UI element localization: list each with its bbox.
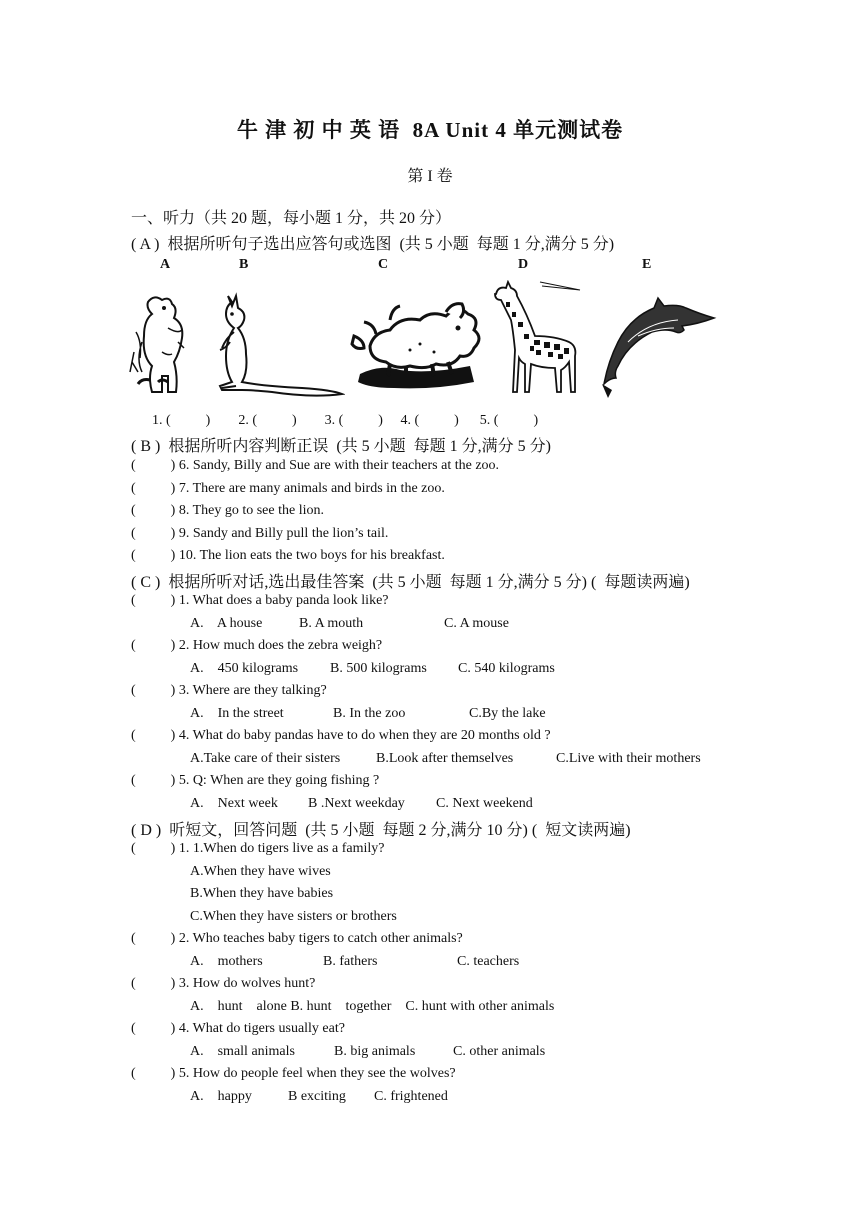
kangaroo-picture xyxy=(200,292,345,400)
true-false-item: ( ) 10. The lion eats the two boys for his breakfast. xyxy=(131,548,445,563)
option: B. A mouth xyxy=(299,616,364,631)
option: C. 540 kilograms xyxy=(458,661,555,676)
option: C.When they have sisters or brothers xyxy=(190,909,397,924)
true-false-item: ( ) 8. They go to see the lion. xyxy=(131,503,324,518)
question: ( ) 5. How do people feel when they see the wolves? xyxy=(131,1066,456,1081)
option: A.Take care of their sisters xyxy=(190,751,341,766)
picture-letter-d: D xyxy=(518,257,529,272)
true-false-item: ( ) 7. There are many animals and birds in the zoo. xyxy=(131,481,445,496)
picture-answer-blanks: 1. ( ) 2. ( ) 3. ( ) 4. ( ) 5. ( ) xyxy=(152,413,539,428)
option: C. other animals xyxy=(453,1044,546,1059)
option: A. hunt alone B. hunt together C. hunt with other animals xyxy=(190,999,555,1014)
option: A. Next week xyxy=(190,796,278,811)
question: ( ) 2. How much does the zebra weigh? xyxy=(131,638,383,653)
dolphin-picture xyxy=(598,296,718,400)
picture-letter-b: B xyxy=(239,257,249,272)
question: ( ) 3. Where are they talking? xyxy=(131,683,327,698)
option: B .Next weekday xyxy=(308,796,405,811)
option: A. A house xyxy=(190,616,263,631)
option: C. frightened xyxy=(374,1089,448,1104)
option: A.When they have wives xyxy=(190,864,331,879)
bear-picture xyxy=(128,292,188,400)
option: A. In the street xyxy=(190,706,284,721)
picture-letter-a: A xyxy=(160,257,171,272)
picture-letter-e: E xyxy=(642,257,652,272)
question: ( ) 2. Who teaches baby tigers to catch other animals? xyxy=(131,931,463,946)
picture-letter-c: C xyxy=(378,257,389,272)
option: B exciting xyxy=(288,1089,346,1104)
question: ( ) 4. What do baby pandas have to do when they are 20 months old ? xyxy=(131,728,551,743)
option: A. happy xyxy=(190,1089,252,1104)
option: C. Next weekend xyxy=(436,796,533,811)
option: B. 500 kilograms xyxy=(330,661,427,676)
option: B.When they have babies xyxy=(190,886,334,901)
option: C.By the lake xyxy=(469,706,546,721)
option: A. mothers xyxy=(190,954,263,969)
question: ( ) 5. Q: When are they going fishing ? xyxy=(131,773,380,788)
part-d-heading: ( D ) 听短文，回答问题 (共 5 小题 每题 2 分,满分 10 分) ( 短文读两遍) xyxy=(131,822,631,839)
option: A. small animals xyxy=(190,1044,295,1059)
part-b-heading: ( B ) 根据所听内容判断正误 (共 5 小题 每题 1 分,满分 5 分) xyxy=(131,438,551,455)
option: B. big animals xyxy=(334,1044,416,1059)
giraffe-picture xyxy=(490,280,590,400)
section-heading-listening: 一、听力（共 20 题，每小题 1 分，共 20 分） xyxy=(131,210,452,227)
part-a-heading: ( A ) 根据所听句子选出应答句或选图 (共 5 小题 每题 1 分,满分 5 分) xyxy=(131,236,615,253)
pig-picture xyxy=(350,300,485,396)
question: ( ) 3. How do wolves hunt? xyxy=(131,976,316,991)
page-title: 牛 津 初 中 英 语 8A Unit 4 单元测试卷 xyxy=(236,118,624,142)
true-false-item: ( ) 6. Sandy, Billy and Sue are with their teachers at the zoo. xyxy=(131,458,500,473)
true-false-item: ( ) 9. Sandy and Billy pull the lion’s tail. xyxy=(131,526,389,541)
option: C.Live with their mothers xyxy=(556,751,701,766)
question: ( ) 1. What does a baby panda look like? xyxy=(131,593,389,608)
option: C. teachers xyxy=(457,954,520,969)
option: C. A mouse xyxy=(444,616,509,631)
option: B. fathers xyxy=(323,954,378,969)
question: ( ) 4. What do tigers usually eat? xyxy=(131,1021,345,1036)
option: B. In the zoo xyxy=(333,706,406,721)
volume-label: 第 I 卷 xyxy=(407,168,453,185)
option: B.Look after themselves xyxy=(376,751,514,766)
option: A. 450 kilograms xyxy=(190,661,299,676)
question: ( ) 1. 1.When do tigers live as a family? xyxy=(131,841,385,856)
part-c-heading: ( C ) 根据所听对话,选出最佳答案 (共 5 小题 每题 1 分,满分 5 分) ( 每题读两遍) xyxy=(131,574,690,591)
